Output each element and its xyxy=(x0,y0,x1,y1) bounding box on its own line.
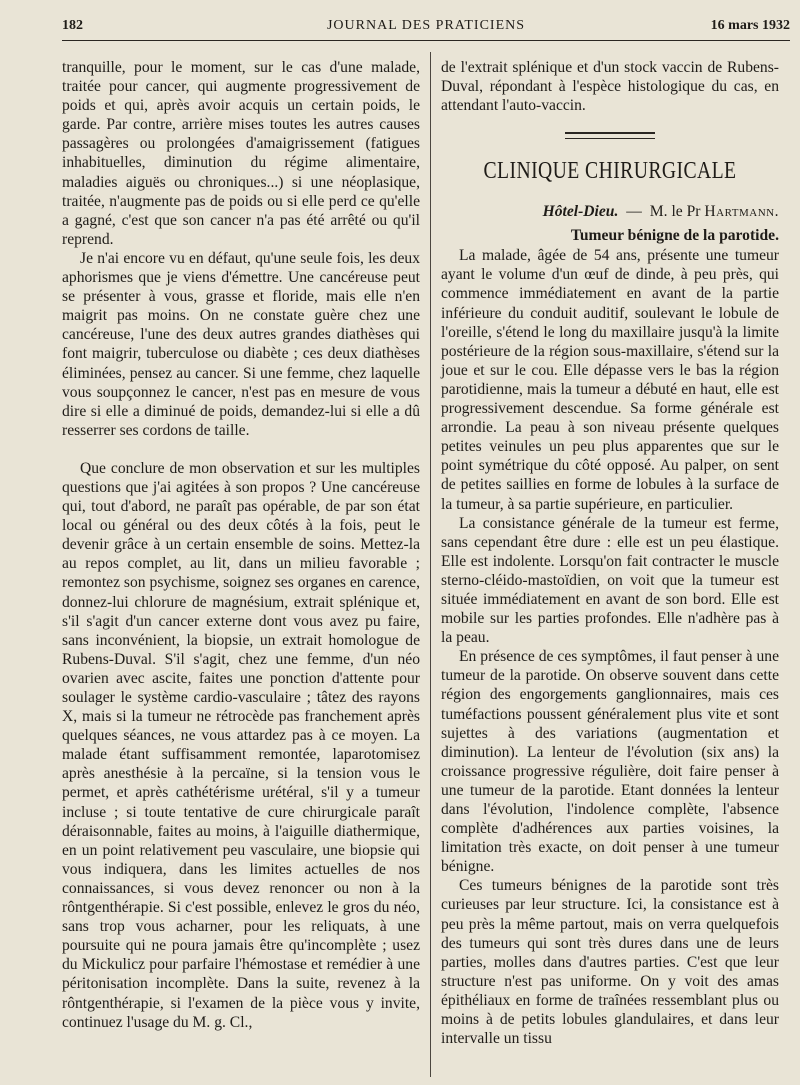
paragraph: La consistance générale de la tumeur est ferme, sans cependant être dure : elle est un peu élastique. Elle est indolente. Lorsqu'on fait contracter le muscle sterno-cléido-mastoïdien, on voit que la tumeur est située immédiatement en avant de son bord. Elle est mobile sur les parties profondes. Elle n'adhère pas à la peau. xyxy=(441,514,779,647)
paragraph: de l'extrait splénique et d'un stock vaccin de Rubens-Duval, répondant à l'espèce histologique du cas, en attendant l'auto-vaccin. xyxy=(441,59,779,115)
byline-place: Hôtel-Dieu. xyxy=(542,203,619,221)
article-title: Tumeur bénigne de la parotide. xyxy=(570,227,779,245)
running-header xyxy=(62,18,790,40)
right-column xyxy=(441,58,779,1048)
paragraph: En présence de ces symptômes, il faut penser à une tumeur de la parotide. On observe souvent dans cette région des engorgements ganglionnaires, mais ces tuméfactions poussent généralement plus vite et sont sujettes à des variations (augmentation et diminution). La lenteur de l'évolution (six ans) la croissance progressive régulière, doit faire penser à une tumeur de la parotide. Etant données la lenteur dans l'évolution, l'indolence complète, l'absence complète d'adhérences aux parties voisines, la limitation très exacte, on doit penser à une tumeur bénigne. xyxy=(441,648,779,876)
paragraph: Que conclure de mon observation et sur les multiples questions que j'ai agitées à son propos ? Une cancéreuse qui, tout d'abord, ne paraît pas opérable, de par son état local ou général ou des deux côtés à la fois, peut le devenir grâce à un certain ensemble de soins. Mettez-la au repos complet, au lit, dans un milieu favorable ; remontez son psychisme, soignez ses organes en carence, donnez-lui chlorure de magnésium, extrait splénique et, s'il s'agit d'un cancer externe dont vous avez pu faire, sans inconvénient, la biopsie, un extrait homologue de Rubens-Duval. S'il s'agit, chez une femme, d'un néo ovarien avec ascite, faites une ponction d'attente pour soulager le système cardio-vasculaire ; tâtez des rayons X, mais si la tumeur ne rétrocède pas franchement après quelques séances, ne vous attardez pas à ce moyen. La malade étant suffisamment remontée, laparotomisez après anesthésie à la percaïne, si la tension vous le permet, et après cathétérisme urétéral, s'il y a tumeur incluse ; si toute tentative de cure chirurgicale paraît déraisonnable, faites au moins, à l'aiguille diathermique, en un point relativement peu vasculaire, une biopsie qui vous indiquera, dans les limites actuelles de nos connaissances, si vous devez renoncer ou non à la rôntgenthérapie. Si c'est possible, enlevez le gros du néo, sans trop vous acharner, pour les reliquats, à une poursuite qui ne poura jamais être qu'incomplète ; usez du Mickulicz pour parfaire l'hémostase et remédier à une péritonisation incomplète. Dans la suite, revenez à la rôntgenthérapie, si l'examen de la pièce vous y invite, continuez l'usage du M. g. Cl., xyxy=(62,459,420,1031)
byline-prefix: M. le Pr xyxy=(649,203,701,221)
column-divider xyxy=(430,52,431,1077)
section-title: CLINIQUE CHIRURGICALE xyxy=(483,158,737,185)
paragraph: Ces tumeurs bénignes de la parotide sont très curieuses par leur structure. Ici, la consistance est à peu près la même partout, mais on verra quelquefois des tumeurs qui sont très dures dans une de leurs parties, molles dans d'autres parties. C'est que leur structure n'est pas uniforme. On y voit des amas épithéliaux en forme de traînées ressemblant plus ou moins à de petits lobules glandulaires, et dans leur intervalle un tissu xyxy=(441,877,779,1048)
header-date: 16 mars 1932 xyxy=(710,18,790,33)
byline-dash: — xyxy=(626,203,642,221)
left-column xyxy=(62,58,420,1032)
section-separator xyxy=(565,132,655,139)
page-number: 182 xyxy=(62,18,83,33)
paragraph: tranquille, pour le moment, sur le cas d'une malade, traitée pour cancer, qui augmente progressivement de poids et qui, après avoir acquis un certain poids, le garde. Par contre, arrière mises toutes les autres causes passagères ou prolongées d'amaigrissement (fatigues inhabituelles, diminution du régime alimentaire, maladies aiguës ou chroniques...) si une néoplasique, traitée, n'augmente pas de poids ou si elle perd ce qu'elle a gagné, c'est que son cancer n'a pas été arrêté ou qu'il reprend. xyxy=(62,59,420,248)
paragraph: La malade, âgée de 54 ans, présente une tumeur ayant le volume d'un œuf de dinde, à peu près, qui commence immédiatement en avant de la partie inférieure du conduit auditif, soulevant le lobule de l'oreille, s'étend le long du maxillaire jusqu'à la limite postérieure de la région sous-maxillaire, s'étend sur la joue et sur le cou. Elle dépasse vers le bas la région parotidienne, mais la tumeur a débuté en haut, elle est progressivement descendue. Sa forme générale est arrondie. La peau à son niveau présente quelques petites veinules un peu plus apparentes que sur le point symétrique du côté opposé. Au palper, on sent de petites saillies en forme de lobules à la surface de la tumeur, à sa partie supérieure, en particulier. xyxy=(441,247,779,513)
header-rule xyxy=(62,40,790,41)
byline-name: Hartmann. xyxy=(704,203,779,221)
journal-title: JOURNAL DES PRATICIENS xyxy=(326,18,526,33)
paragraph: Je n'ai encore vu en défaut, qu'une seule fois, les deux aphorismes que je viens d'émettre. Une cancéreuse peut se présenter à vous, grasse et floride, mais elle n'en maigrit pas moins. On ne constate guère chez une cancéreuse, l'une des deux autres grandes diathèses qui font maigrir, tuberculose ou diabète ; ces deux diathèses éliminées, pensez au cancer. Si une femme, chez laquelle vous soupçonnez le cancer, n'est pas en mesure de vous dire si elle a diminué de poids, demandez-lui si elle a dû resserrer ses cordons de taille. xyxy=(62,249,420,439)
byline xyxy=(441,202,779,222)
